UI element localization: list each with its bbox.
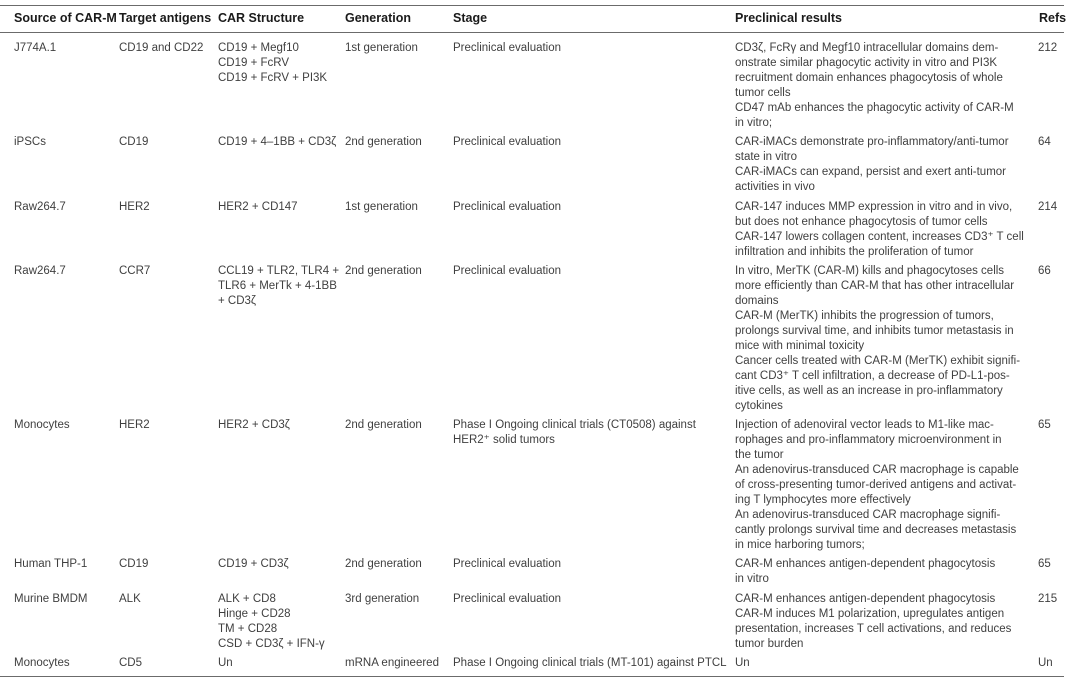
cell-line: cytokines <box>735 400 783 412</box>
cell-line: tumor burden <box>735 638 804 650</box>
cell-line: domains <box>735 295 779 307</box>
cell-stage <box>453 200 561 215</box>
cell-line: recruitment domain enhances phagocytosis of whole <box>735 72 1003 84</box>
cell-line: Phase I Ongoing clinical trials (MT-101) against PTCL <box>453 657 727 669</box>
cell-source: Raw264.7 <box>14 201 66 213</box>
header-source: Source of CAR-M <box>14 11 117 25</box>
header-refs: Refs <box>1039 11 1067 25</box>
cell-line: in mice harboring tumors; <box>735 539 865 551</box>
cell-line: CAR-M enhances antigen-dependent phagocytosis <box>735 593 996 605</box>
cell-line: more efficiently than CAR-M that has other intracellular <box>735 280 1015 292</box>
cell-line: cant CD3⁺ T cell infiltration, a decrease of PD-L1-pos- <box>735 370 1010 382</box>
cell-line: CSD + CD3ζ + IFN-γ <box>218 638 325 650</box>
cell-target-antigens: CD5 <box>119 657 143 669</box>
cell-refs: 65 <box>1038 419 1051 431</box>
cell-line: An adenovirus-transduced CAR macrophage is capable <box>735 464 1019 476</box>
cell-preclinical-results <box>735 656 750 671</box>
cell-refs: 65 <box>1038 558 1051 570</box>
cell-line: CCL19 + TLR2, TLR4 + <box>218 265 340 277</box>
cell-line: infiltration and inhibits the proliferation of tumor <box>735 246 974 258</box>
cell-line: rophages and pro-inflammatory microenvironment in <box>735 434 1002 446</box>
cell-source: J774A.1 <box>14 42 57 54</box>
cell-line: In vitro, MerTK (CAR-M) kills and phagocytoses cells <box>735 265 1005 277</box>
cell-line: CAR-M induces M1 polarization, upregulates antigen <box>735 608 1005 620</box>
cell-line: of cross-presenting tumor-derived antigens and activat- <box>735 479 1017 491</box>
cell-line: CD19 + 4–1BB + CD3ζ <box>218 136 337 148</box>
cell-car-structure <box>218 557 289 572</box>
cell-line: TLR6 + MerTk + 4-1BB <box>218 280 337 292</box>
cell-line: CD19 + FcRV + PI3K <box>218 72 328 84</box>
cell-car-structure <box>218 264 339 309</box>
cell-line: HER2⁺ solid tumors <box>453 434 555 446</box>
cell-preclinical-results <box>735 264 1020 414</box>
header-rule <box>0 32 1064 33</box>
header-preclinical-results: Preclinical results <box>735 11 843 25</box>
cell-line: TM + CD28 <box>218 623 278 635</box>
cell-line: Preclinical evaluation <box>453 42 562 54</box>
cell-line: CAR-147 lowers collagen content, increases CD3⁺ T cell <box>735 231 1024 243</box>
cell-target-antigens: HER2 <box>119 201 150 213</box>
cell-line: Preclinical evaluation <box>453 201 562 213</box>
cell-generation: 1st generation <box>345 42 418 54</box>
header-car-structure: CAR Structure <box>218 11 305 25</box>
cell-line: itive cells, as well as an increase in pro-inflammatory <box>735 385 1003 397</box>
cell-line: cantly prolongs survival time and decreases metastasis <box>735 524 1017 536</box>
cell-generation: 3rd generation <box>345 593 420 605</box>
cell-line: Un <box>218 657 233 669</box>
cell-target-antigens: CD19 <box>119 558 149 570</box>
cell-source: Human THP-1 <box>14 558 88 570</box>
cell-line: Injection of adenoviral vector leads to M1-like mac- <box>735 419 994 431</box>
cell-source: iPSCs <box>14 136 46 148</box>
cell-stage <box>453 264 561 279</box>
cell-line: mice with minimal toxicity <box>735 340 865 352</box>
cell-line: Preclinical evaluation <box>453 593 562 605</box>
cell-line: CAR-iMACs can expand, persist and exert anti-tumor <box>735 166 1006 178</box>
bottom-rule <box>0 676 1064 677</box>
cell-car-structure <box>218 656 233 671</box>
cell-line: CD19 + FcRV <box>218 57 290 69</box>
cell-stage <box>453 557 561 572</box>
cell-source: Monocytes <box>14 657 70 669</box>
cell-line: Preclinical evaluation <box>453 558 562 570</box>
cell-line: Cancer cells treated with CAR-M (MerTK) exhibit signifi- <box>735 355 1021 367</box>
header-target-antigens: Target antigens <box>119 11 212 25</box>
cell-stage <box>453 656 727 671</box>
cell-car-structure <box>218 200 298 215</box>
cell-line: HER2 + CD147 <box>218 201 298 213</box>
cell-target-antigens: ALK <box>119 593 141 605</box>
cell-refs: 66 <box>1038 265 1051 277</box>
cell-line: ing T lymphocytes more effectively <box>735 494 911 506</box>
top-rule <box>0 5 1064 6</box>
cell-preclinical-results <box>735 592 1011 652</box>
cell-source: Murine BMDM <box>14 593 88 605</box>
cell-line: CAR-M enhances antigen-dependent phagocytosis <box>735 558 996 570</box>
cell-line: An adenovirus-transduced CAR macrophage signifi- <box>735 509 1001 521</box>
cell-stage <box>453 592 561 607</box>
cell-line: Un <box>735 657 750 669</box>
cell-preclinical-results <box>735 41 1014 131</box>
cell-line: ALK + CD8 <box>218 593 276 605</box>
cell-line: presentation, increases T cell activations, and reduces <box>735 623 1012 635</box>
cell-line: in vitro <box>735 573 769 585</box>
cell-line: Preclinical evaluation <box>453 265 562 277</box>
cell-line: onstrate similar phagocytic activity in vitro and PI3K <box>735 57 998 69</box>
cell-refs: 215 <box>1038 593 1058 605</box>
cell-source: Monocytes <box>14 419 70 431</box>
cell-refs: 214 <box>1038 201 1058 213</box>
cell-line: HER2 + CD3ζ <box>218 419 290 431</box>
cell-refs: 212 <box>1038 42 1058 54</box>
cell-car-structure <box>218 41 327 86</box>
cell-generation: 2nd generation <box>345 558 422 570</box>
cell-line: in vitro; <box>735 117 773 129</box>
header-stage: Stage <box>453 11 488 25</box>
cell-stage <box>453 41 561 56</box>
cell-preclinical-results <box>735 557 995 587</box>
cell-line: activities in vivo <box>735 181 815 193</box>
cell-line: CAR-iMACs demonstrate pro-inflammatory/anti-tumor <box>735 136 1009 148</box>
cell-line: CD19 + CD3ζ <box>218 558 289 570</box>
cell-source: Raw264.7 <box>14 265 66 277</box>
cell-refs: Un <box>1038 657 1053 669</box>
cell-stage <box>453 418 696 448</box>
cell-line: + CD3ζ <box>218 295 256 307</box>
cell-line: CD19 + Megf10 <box>218 42 299 54</box>
cell-line: tumor cells <box>735 87 791 99</box>
cell-line: CD3ζ, FcRγ and Megf10 intracellular domains dem- <box>735 42 999 54</box>
cell-line: but does not enhance phagocytosis of tumor cells <box>735 216 988 228</box>
cell-line: Phase I Ongoing clinical trials (CT0508) against <box>453 419 696 431</box>
cell-preclinical-results <box>735 135 1009 195</box>
cell-line: Hinge + CD28 <box>218 608 291 620</box>
cell-car-structure <box>218 592 325 652</box>
cell-line: state in vitro <box>735 151 797 163</box>
cell-target-antigens: CD19 <box>119 136 149 148</box>
cell-line: Preclinical evaluation <box>453 136 562 148</box>
cell-generation: 2nd generation <box>345 136 422 148</box>
cell-refs: 64 <box>1038 136 1051 148</box>
cell-preclinical-results <box>735 418 1019 553</box>
cell-line: CD47 mAb enhances the phagocytic activity of CAR-M <box>735 102 1014 114</box>
cell-line: CAR-M (MerTK) inhibits the progression of tumors, <box>735 310 994 322</box>
cell-line: the tumor <box>735 449 784 461</box>
cell-generation: 2nd generation <box>345 419 422 431</box>
cell-target-antigens: CCR7 <box>119 265 151 277</box>
cell-generation: mRNA engineered <box>345 657 439 669</box>
cell-generation: 1st generation <box>345 201 418 213</box>
cell-preclinical-results <box>735 200 1024 260</box>
cell-line: prolongs survival time, and inhibits tumor metastasis in <box>735 325 1014 337</box>
cell-line: CAR-147 induces MMP expression in vitro and in vivo, <box>735 201 1013 213</box>
cell-stage <box>453 135 561 150</box>
header-generation: Generation <box>345 11 411 25</box>
cell-target-antigens: HER2 <box>119 419 150 431</box>
cell-generation: 2nd generation <box>345 265 422 277</box>
cell-car-structure <box>218 418 290 433</box>
cell-car-structure <box>218 135 336 150</box>
cell-target-antigens: CD19 and CD22 <box>119 42 204 54</box>
